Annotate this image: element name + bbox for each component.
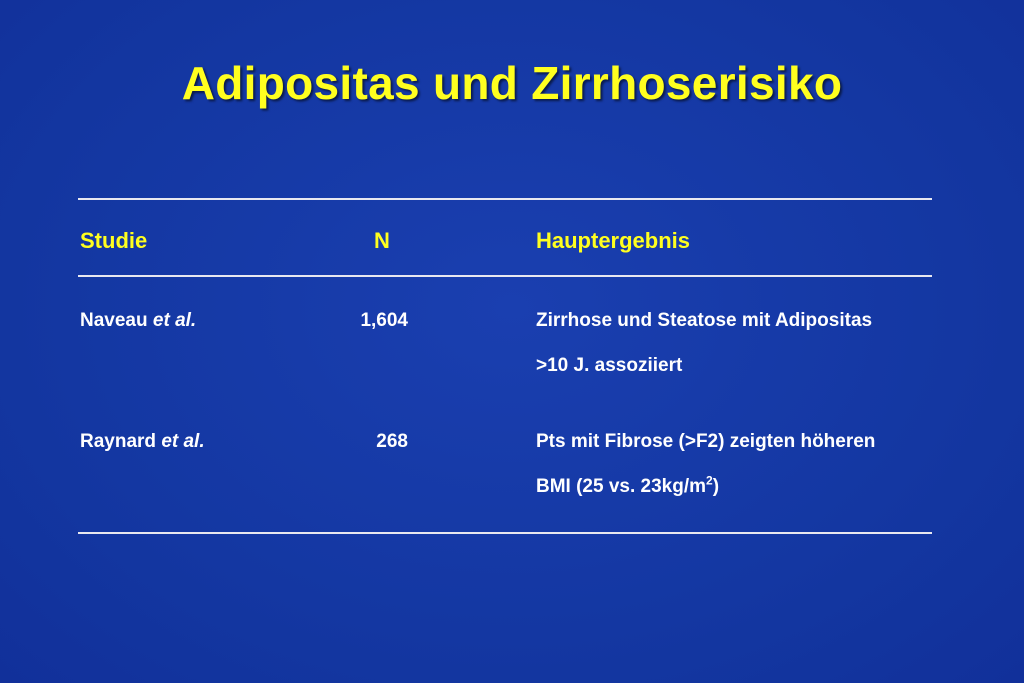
header-result: Hauptergebnis: [536, 228, 691, 253]
row-2-study-suffix: et al.: [161, 431, 205, 452]
table-bottom-rule: [78, 532, 932, 534]
row-2-result-line1: Pts mit Fibrose (>F2) zeigten höheren: [536, 431, 876, 452]
row-1-result-line2: >10 J. assoziiert: [536, 355, 683, 376]
row-2-result-line2-post: ): [712, 476, 720, 497]
row-1-study-suffix: et al.: [152, 310, 197, 331]
row-1-result-line1: Zirrhose und Steatose mit Adipositas: [536, 310, 873, 331]
row-2-result-line2-pre: BMI (25 vs. 23kg/m: [536, 476, 707, 497]
table-top-rule: [78, 198, 932, 200]
header-n: N: [374, 228, 390, 253]
row-1-study-name: Naveau: [80, 310, 148, 331]
row-2-study: [80, 430, 205, 454]
row-2-result-superscript: 2: [706, 473, 713, 488]
row-2-study-name: Raynard: [80, 431, 157, 452]
header-study: Studie: [80, 228, 148, 253]
row-1-n: 1,604: [360, 310, 408, 331]
row-2-n: 268: [376, 431, 408, 452]
slide-title: Adipositas und Zirrhoserisiko: [181, 57, 843, 109]
row-1-study: [80, 309, 196, 333]
row-2-result-line2: [536, 475, 719, 499]
header-rule: [78, 275, 932, 277]
